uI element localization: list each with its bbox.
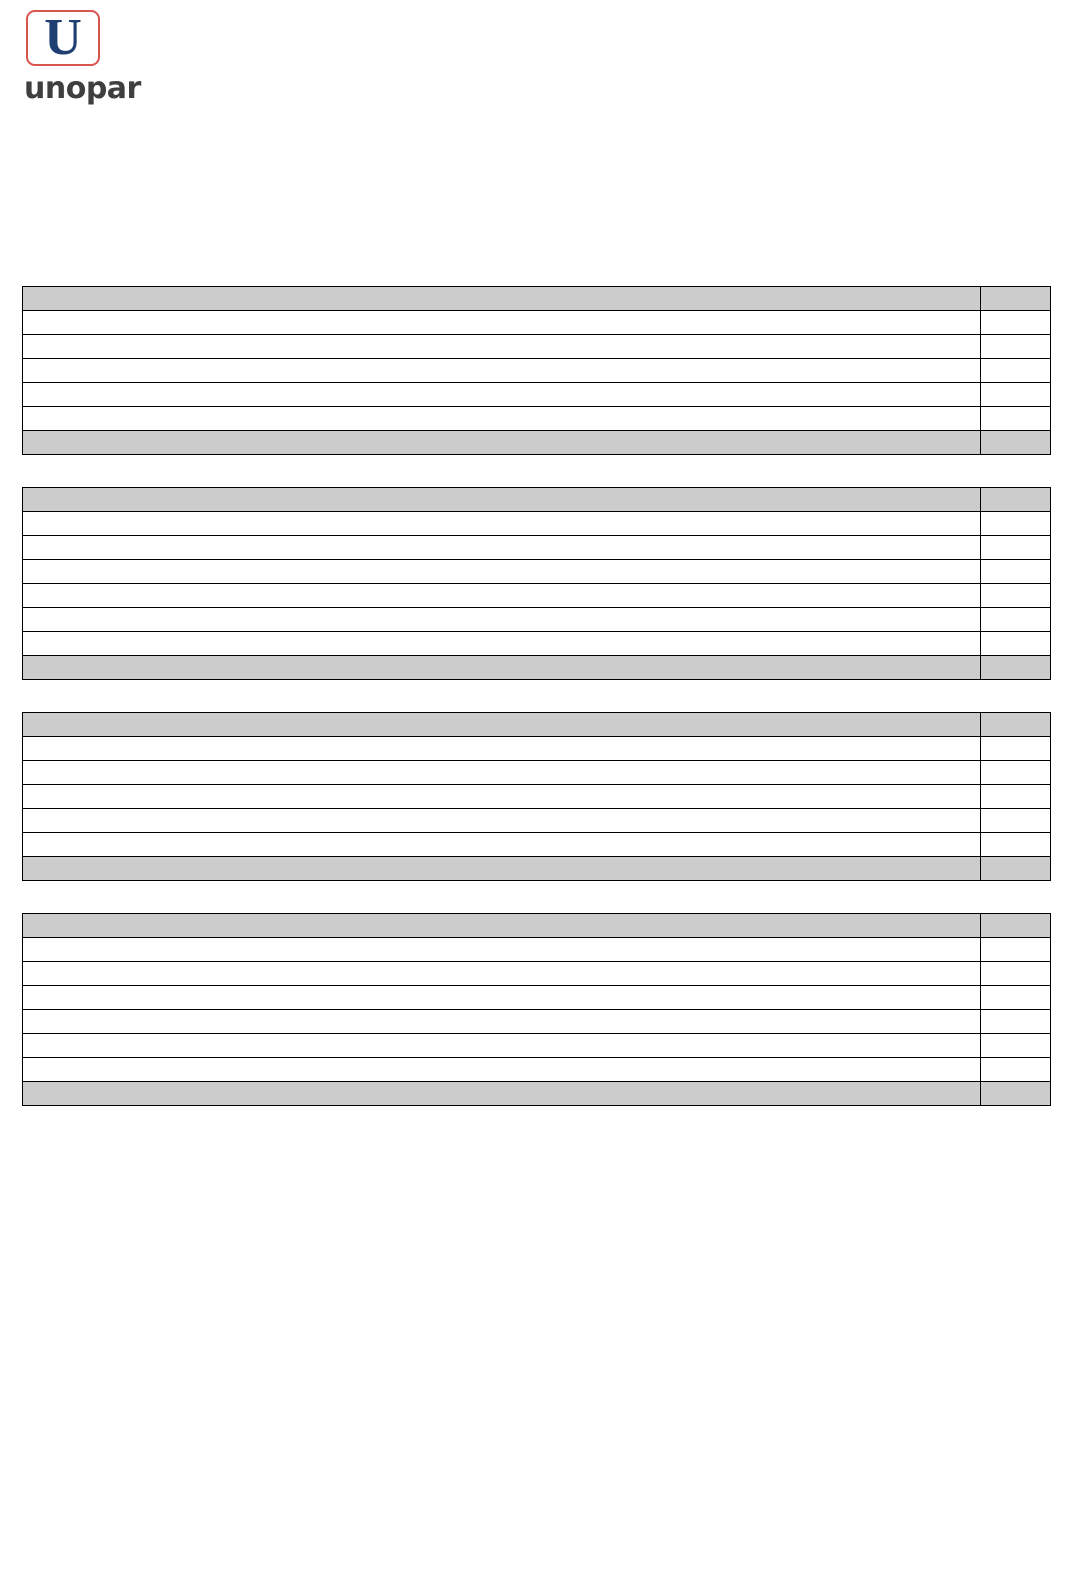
table-total-row bbox=[23, 1082, 1051, 1106]
row-label bbox=[23, 785, 981, 809]
row-label bbox=[23, 1010, 981, 1034]
row-value bbox=[981, 1034, 1051, 1058]
table-header-row bbox=[23, 287, 1051, 311]
row-value bbox=[981, 512, 1051, 536]
header-value bbox=[981, 914, 1051, 938]
header-value bbox=[981, 488, 1051, 512]
header-label bbox=[23, 914, 981, 938]
row-label bbox=[23, 383, 981, 407]
row-value bbox=[981, 632, 1051, 656]
row-value bbox=[981, 407, 1051, 431]
row-label bbox=[23, 407, 981, 431]
grade-table-2 bbox=[22, 487, 1051, 680]
grade-table-1 bbox=[22, 286, 1051, 455]
header-label bbox=[23, 488, 981, 512]
table-header-row bbox=[23, 914, 1051, 938]
row-label bbox=[23, 962, 981, 986]
row-value bbox=[981, 1058, 1051, 1082]
row-value bbox=[981, 761, 1051, 785]
row-value bbox=[981, 383, 1051, 407]
total-value bbox=[981, 656, 1051, 680]
total-label bbox=[23, 656, 981, 680]
table-row bbox=[23, 761, 1051, 785]
row-label bbox=[23, 608, 981, 632]
table-row bbox=[23, 1034, 1051, 1058]
total-label bbox=[23, 1082, 981, 1106]
row-value bbox=[981, 737, 1051, 761]
table-row bbox=[23, 584, 1051, 608]
total-label bbox=[23, 857, 981, 881]
table-header-row bbox=[23, 713, 1051, 737]
row-value bbox=[981, 1010, 1051, 1034]
grade-table-3 bbox=[22, 712, 1051, 881]
table-row bbox=[23, 608, 1051, 632]
row-value bbox=[981, 584, 1051, 608]
row-label bbox=[23, 512, 981, 536]
tables-container bbox=[22, 286, 1050, 1138]
row-value bbox=[981, 536, 1051, 560]
row-value bbox=[981, 785, 1051, 809]
row-label bbox=[23, 359, 981, 383]
table-row bbox=[23, 809, 1051, 833]
header-value bbox=[981, 287, 1051, 311]
row-value bbox=[981, 809, 1051, 833]
table-row bbox=[23, 536, 1051, 560]
total-value bbox=[981, 431, 1051, 455]
total-label bbox=[23, 431, 981, 455]
unopar-logo bbox=[22, 10, 152, 105]
table-row bbox=[23, 938, 1051, 962]
row-label bbox=[23, 560, 981, 584]
row-value bbox=[981, 962, 1051, 986]
row-value bbox=[981, 335, 1051, 359]
header-label bbox=[23, 713, 981, 737]
row-label bbox=[23, 809, 981, 833]
row-label bbox=[23, 335, 981, 359]
table-row bbox=[23, 1058, 1051, 1082]
logo-shield-icon bbox=[26, 10, 102, 68]
row-value bbox=[981, 560, 1051, 584]
table-row bbox=[23, 311, 1051, 335]
header-value bbox=[981, 713, 1051, 737]
row-value bbox=[981, 938, 1051, 962]
total-value bbox=[981, 857, 1051, 881]
table-header-row bbox=[23, 488, 1051, 512]
row-label bbox=[23, 737, 981, 761]
row-label bbox=[23, 1034, 981, 1058]
table-total-row bbox=[23, 857, 1051, 881]
row-label bbox=[23, 632, 981, 656]
row-label bbox=[23, 311, 981, 335]
table-row bbox=[23, 785, 1051, 809]
row-value bbox=[981, 311, 1051, 335]
header-label bbox=[23, 287, 981, 311]
table-total-row bbox=[23, 431, 1051, 455]
grade-table-4 bbox=[22, 913, 1051, 1106]
logo-wordmark: unopar bbox=[24, 71, 141, 106]
table-row bbox=[23, 359, 1051, 383]
row-label bbox=[23, 833, 981, 857]
row-label bbox=[23, 536, 981, 560]
total-value bbox=[981, 1082, 1051, 1106]
table-row bbox=[23, 986, 1051, 1010]
table-row bbox=[23, 560, 1051, 584]
table-total-row bbox=[23, 656, 1051, 680]
row-label bbox=[23, 584, 981, 608]
row-value bbox=[981, 833, 1051, 857]
table-row bbox=[23, 737, 1051, 761]
row-label bbox=[23, 761, 981, 785]
row-value bbox=[981, 359, 1051, 383]
table-row bbox=[23, 335, 1051, 359]
table-row bbox=[23, 632, 1051, 656]
row-value bbox=[981, 986, 1051, 1010]
table-row bbox=[23, 833, 1051, 857]
row-label bbox=[23, 986, 981, 1010]
row-value bbox=[981, 608, 1051, 632]
row-label bbox=[23, 1058, 981, 1082]
table-row bbox=[23, 383, 1051, 407]
table-row bbox=[23, 1010, 1051, 1034]
table-row bbox=[23, 407, 1051, 431]
row-label bbox=[23, 938, 981, 962]
table-row bbox=[23, 512, 1051, 536]
table-row bbox=[23, 962, 1051, 986]
logo-letter: U bbox=[44, 9, 82, 66]
